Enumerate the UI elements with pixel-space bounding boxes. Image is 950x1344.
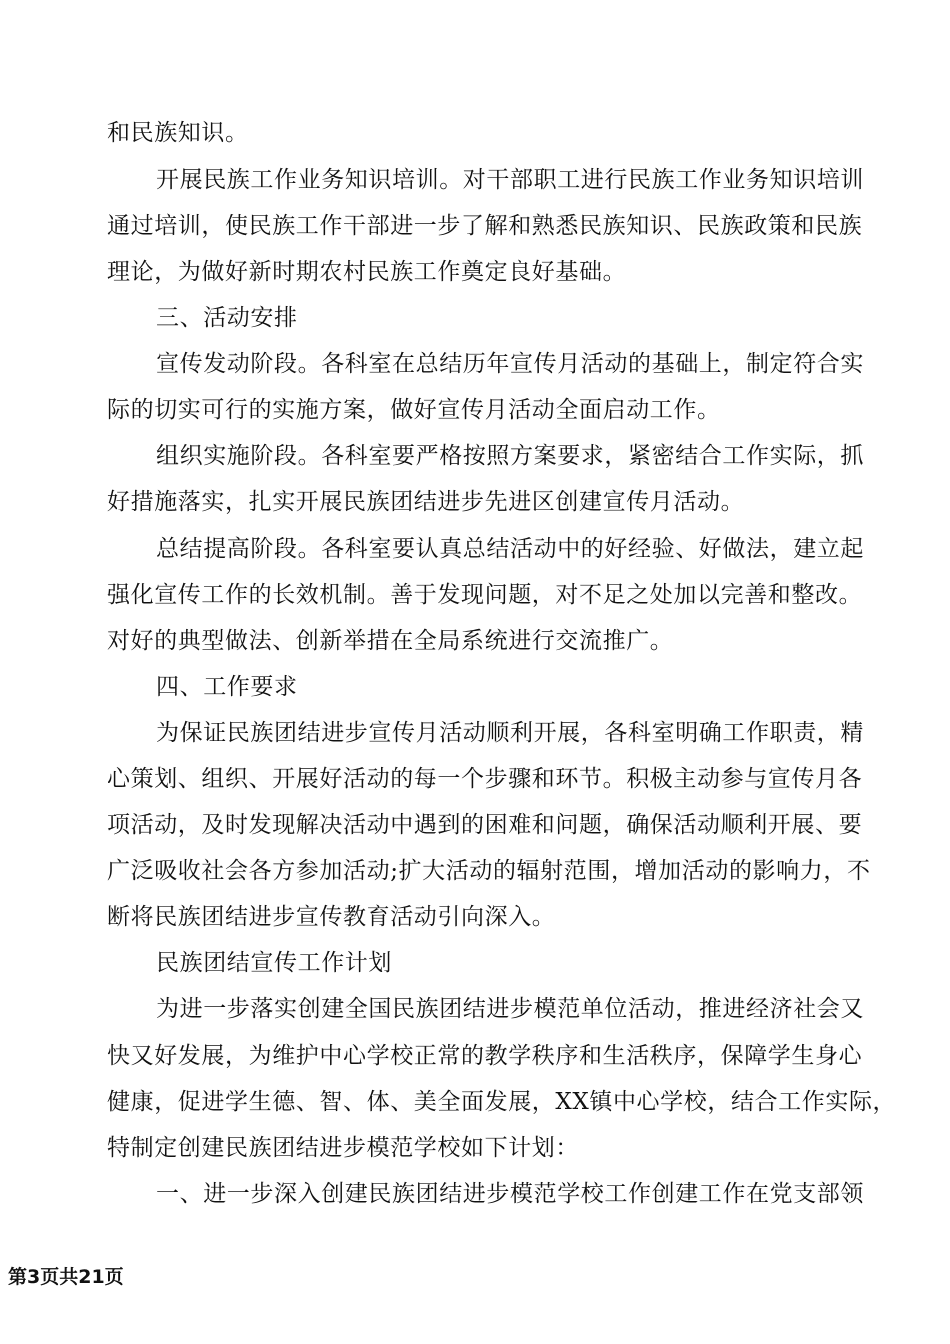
paragraph-line: 总结提高阶段。各科室要认真总结活动中的好经验、好做法，建立起 — [156, 536, 864, 562]
section-heading: 民族团结宣传工作计划 — [156, 950, 392, 976]
paragraph-line: 为进一步落实创建全国民族团结进步模范单位活动，推进经济社会又 — [156, 996, 864, 1022]
paragraph-line: 健康，促进学生德、智、体、美全面发展，XX镇中心学校，结合工作实际， — [107, 1089, 897, 1115]
paragraph-line: 通过培训，使民族工作干部进一步了解和熟悉民族知识、民族政策和民族 — [107, 213, 863, 239]
section-heading: 三、活动安排 — [156, 305, 298, 331]
paragraph-line: 开展民族工作业务知识培训。对干部职工进行民族工作业务知识培训 — [156, 167, 864, 193]
paragraph-line: 理论，为做好新时期农村民族工作奠定良好基础。 — [107, 259, 627, 285]
paragraph-line: 为保证民族团结进步宣传月活动顺利开展，各科室明确工作职责，精 — [156, 720, 864, 746]
paragraph-line: 和民族知识。 — [107, 120, 249, 146]
paragraph-line: 组织实施阶段。各科室要严格按照方案要求，紧密结合工作实际，抓 — [156, 443, 864, 469]
paragraph-line: 际的切实可行的实施方案，做好宣传月活动全面启动工作。 — [107, 397, 721, 423]
paragraph-line: 广泛吸收社会各方参加活动;扩大活动的辐射范围，增加活动的影响力，不 — [107, 858, 871, 884]
paragraph-line: 心策划、组织、开展好活动的每一个步骤和环节。积极主动参与宣传月各 — [107, 766, 863, 792]
paragraph-line: 断将民族团结进步宣传教育活动引向深入。 — [107, 904, 556, 930]
paragraph-line: 强化宣传工作的长效机制。善于发现问题，对不足之处加以完善和整改。 — [107, 582, 863, 608]
paragraph-line: 好措施落实，扎实开展民族团结进步先进区创建宣传月活动。 — [107, 489, 745, 515]
section-heading: 四、工作要求 — [156, 674, 298, 700]
paragraph-line: 快又好发展，为维护中心学校正常的教学秩序和生活秩序，保障学生身心 — [107, 1043, 863, 1069]
paragraph-line: 项活动，及时发现解决活动中遇到的困难和问题，确保活动顺利开展、要 — [107, 812, 863, 838]
paragraph-line: 宣传发动阶段。各科室在总结历年宣传月活动的基础上，制定符合实 — [156, 351, 864, 377]
page-number-footer: 第3页共21页 — [8, 1266, 124, 1288]
paragraph-line: 一、进一步深入创建民族团结进步模范学校工作创建工作在党支部领 — [156, 1181, 864, 1207]
paragraph-line: 特制定创建民族团结进步模范学校如下计划： — [107, 1135, 579, 1161]
paragraph-line: 对好的典型做法、创新举措在全局系统进行交流推广。 — [107, 628, 674, 654]
